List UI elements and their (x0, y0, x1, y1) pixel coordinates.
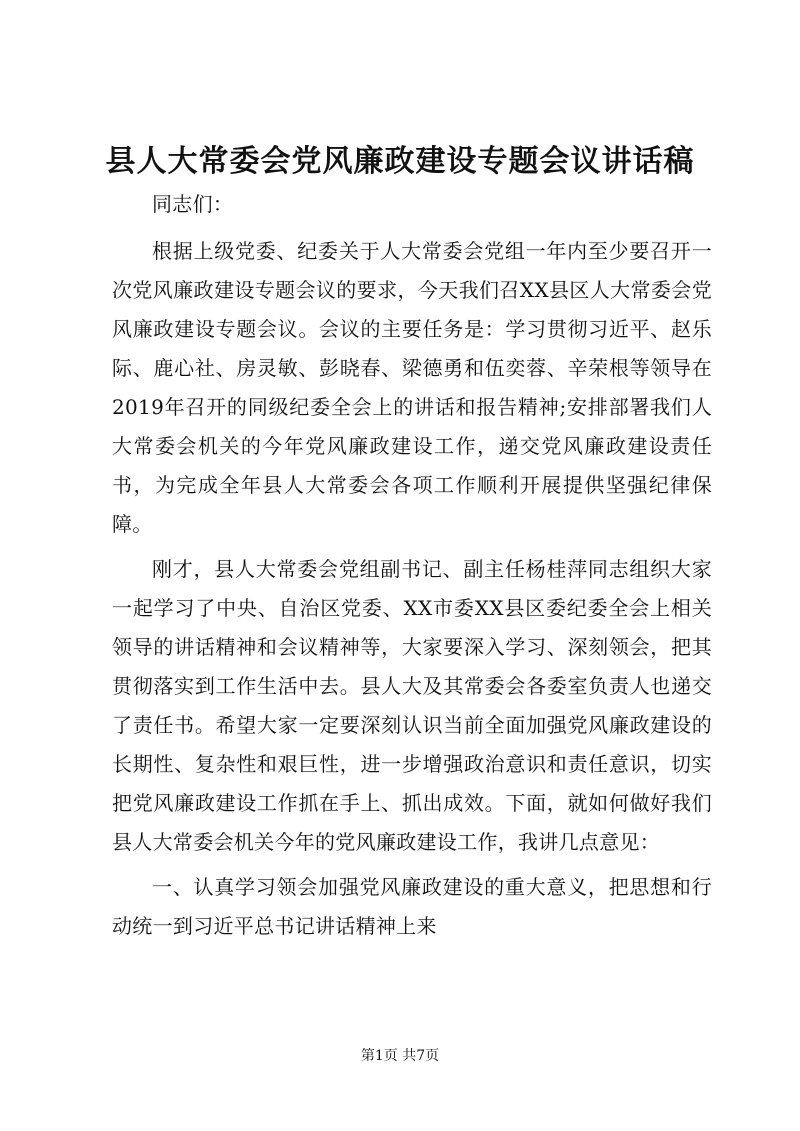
page-footer: 第1页 共7页 (360, 1048, 440, 1064)
document-body (112, 185, 712, 946)
salutation: 同志们： (152, 192, 234, 216)
document-title: 县人大常委会党风廉政建设专题会议讲话稿 (105, 144, 695, 179)
section-heading-paragraph: 一、认真学习领会加强党风廉政建设的重大意义，把思想和行动统一到习近平总书记讲话精神上来 (112, 875, 712, 938)
paragraph: 根据上级党委、纪委关于人大常委会党组一年内至少要召开一次党风廉政建设专题会议的要求，今天我们召XX县区人大常委会党风廉政建设专题会议。会议的主要任务是：学习贯彻习近平、赵乐际、鹿心社、房灵敏、彭晓春、梁德勇和伍奕蓉、辛荣根等领导在2019年召开的同级纪委全会上的讲话和报告精神;安排部署我们人大常委会机关的今年党风廉政建设工作，递交党风廉政建设责任书，为完成全年县人大常委会各项工作顺利开展提供坚强纪律保障。 (112, 239, 712, 536)
paragraph: 刚才，县人大常委会党组副书记、副主任杨桂萍同志组织大家一起学习了中央、自治区党委、XX市委XX县区委纪委全会上相关领导的讲话精神和会议精神等，大家要深入学习、深刻领会，把其贯彻落实到工作生活中去。县人大及其常委会各委室负责人也递交了责任书。希望大家一定要深刻认识当前全面加强党风廉政建设的长期性、复杂性和艰巨性，进一步增强政治意识和责任意识，切实把党风廉政建设工作抓在手上、抓出成效。下面，就如何做好我们县人大常委会机关今年的党风廉政建设工作，我讲几点意见： (112, 557, 712, 854)
